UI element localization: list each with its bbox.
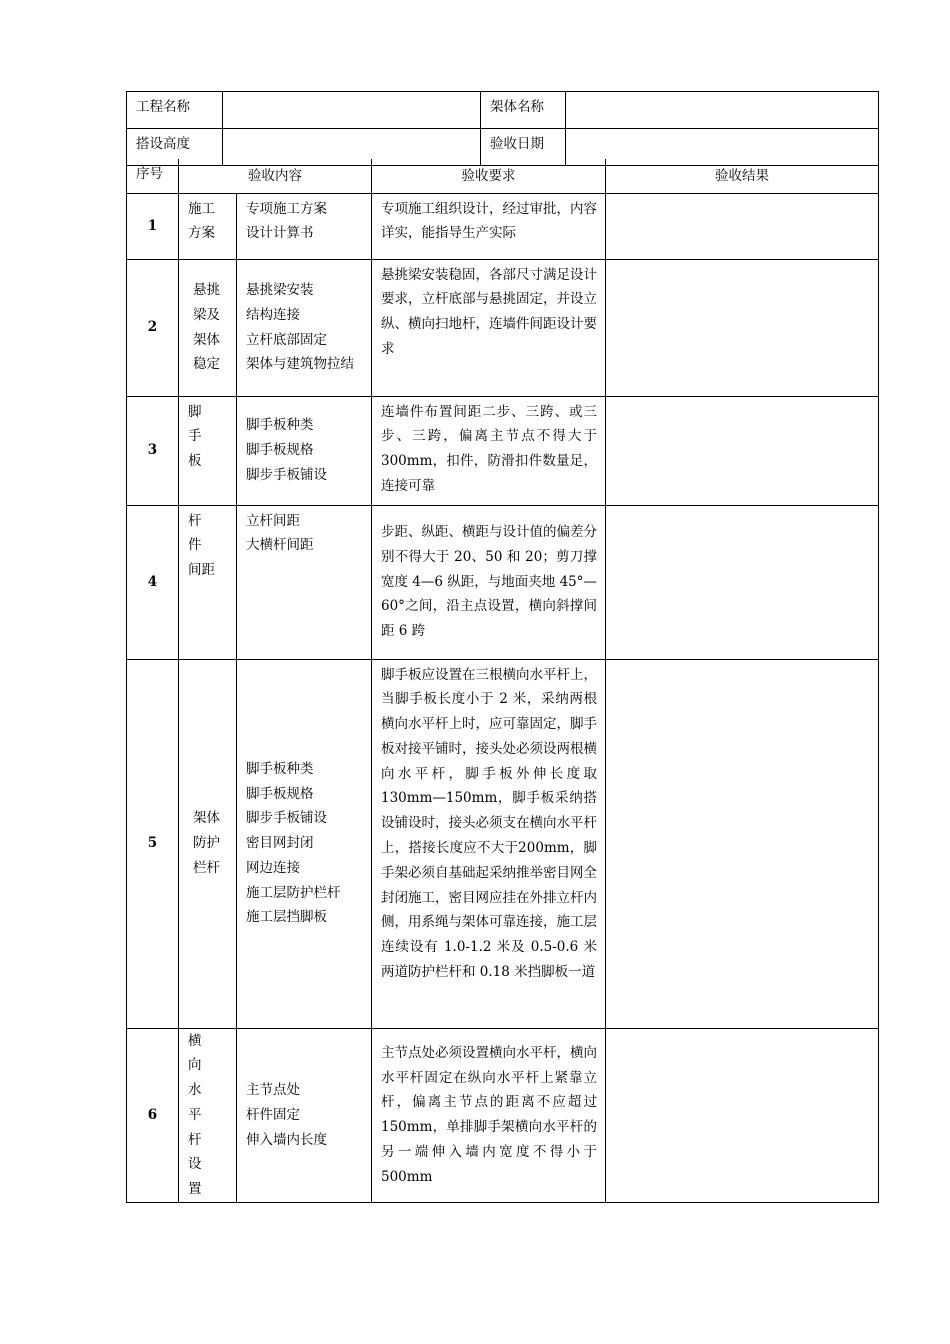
item-name: 悬挑 梁及 架体 稳定 — [179, 259, 237, 396]
item-details: 主节点处 杆件固定 伸入墙内长度 — [237, 1028, 372, 1203]
col-header-requirement: 验收要求 — [372, 159, 606, 193]
row-number: 3 — [127, 396, 179, 505]
date-label: 验收日期 — [481, 129, 566, 166]
table-row — [127, 396, 879, 505]
item-details: 脚手板种类 脚手板规格 脚步手板铺设 — [237, 396, 372, 505]
row-number: 6 — [127, 1028, 179, 1203]
project-name-label: 工程名称 — [127, 92, 223, 129]
item-name: 施工 方案 — [179, 193, 237, 259]
project-info-row-1 — [127, 92, 879, 129]
item-name: 杆 件 间距 — [179, 505, 237, 659]
col-header-seq: 序号 — [127, 159, 179, 193]
item-requirement: 主节点处必须设置横向水平杆，横向水平杆固定在纵向水平杆上紧靠立杆，偏离主节点的距离不应超过150mm，单排脚手架横向水平杆的另一端伸入墙内宽度不得小于500mm — [372, 1028, 606, 1203]
item-name: 架体 防护 栏杆 — [179, 659, 237, 1028]
item-requirement: 连墙件布置间距二步、三跨、或三步、三跨，偏离主节点不得大于300mm，扣件，防滑扣件数量足，连接可靠 — [372, 396, 606, 505]
project-info-table — [126, 91, 879, 166]
row-number: 5 — [127, 659, 179, 1028]
inspection-table — [126, 159, 879, 1203]
item-result[interactable] — [606, 659, 879, 1028]
column-header-row — [127, 159, 879, 193]
table-row — [127, 1028, 879, 1203]
item-result[interactable] — [606, 259, 879, 396]
table-row — [127, 193, 879, 259]
item-result[interactable] — [606, 1028, 879, 1203]
height-label: 搭设高度 — [127, 129, 223, 166]
item-details: 悬挑梁安装 结构连接 立杆底部固定 架体与建筑物拉结 — [237, 259, 372, 396]
table-row — [127, 505, 879, 659]
table-row — [127, 259, 879, 396]
row-number: 2 — [127, 259, 179, 396]
col-header-result: 验收结果 — [606, 159, 879, 193]
table-row — [127, 659, 879, 1028]
item-requirement: 悬挑梁安装稳固，各部尺寸满足设计要求，立杆底部与悬挑固定，并设立纵、横向扫地杆，连墙件间距设计要求 — [372, 259, 606, 396]
item-name: 横 向 水 平 杆 设 置 — [179, 1028, 237, 1203]
item-details: 脚手板种类 脚手板规格 脚步手板铺设 密目网封闭 网边连接 施工层防护栏杆 施工层挡脚板 — [237, 659, 372, 1028]
item-result[interactable] — [606, 193, 879, 259]
item-result[interactable] — [606, 396, 879, 505]
item-name: 脚 手 板 — [179, 396, 237, 505]
item-requirement: 步距、纵距、横距与设计值的偏差分别不得大于 20、50 和 20；剪刀撑宽度 4—6 纵距，与地面夹地 45°—60°之间，沿主点设置，横向斜撑间距 6 跨 — [372, 505, 606, 659]
row-number: 4 — [127, 505, 179, 659]
item-details: 立杆间距 大横杆间距 — [237, 505, 372, 659]
item-requirement: 脚手板应设置在三根横向水平杆上，当脚手板长度小于 2 米，采纳两根横向水平杆上时，应可靠固定，脚手板对接平铺时，接头处必须设两根横向水平杆，脚手板外伸长度取 130mm—150mm，脚手板采纳搭设铺设时，接头必须支在横向水平杆上，搭接长度应不大于200mm，脚手架必须自基础起采纳推举密目网全封闭施工，密目网应挂在外排立杆内侧，用系绳与架体可靠连接，施工层连续设有 1.0-1.2 米及 0.5-0.6 米两道防护栏杆和 0.18 米挡脚板一道 — [372, 659, 606, 1028]
item-requirement: 专项施工组织设计，经过审批，内容详实，能指导生产实际 — [372, 193, 606, 259]
scaffold-name-field[interactable] — [566, 92, 879, 129]
item-details: 专项施工方案 设计计算书 — [237, 193, 372, 259]
item-result[interactable] — [606, 505, 879, 659]
project-name-field[interactable] — [223, 92, 481, 129]
col-header-content: 验收内容 — [179, 159, 372, 193]
row-number: 1 — [127, 193, 179, 259]
scaffold-name-label: 架体名称 — [481, 92, 566, 129]
